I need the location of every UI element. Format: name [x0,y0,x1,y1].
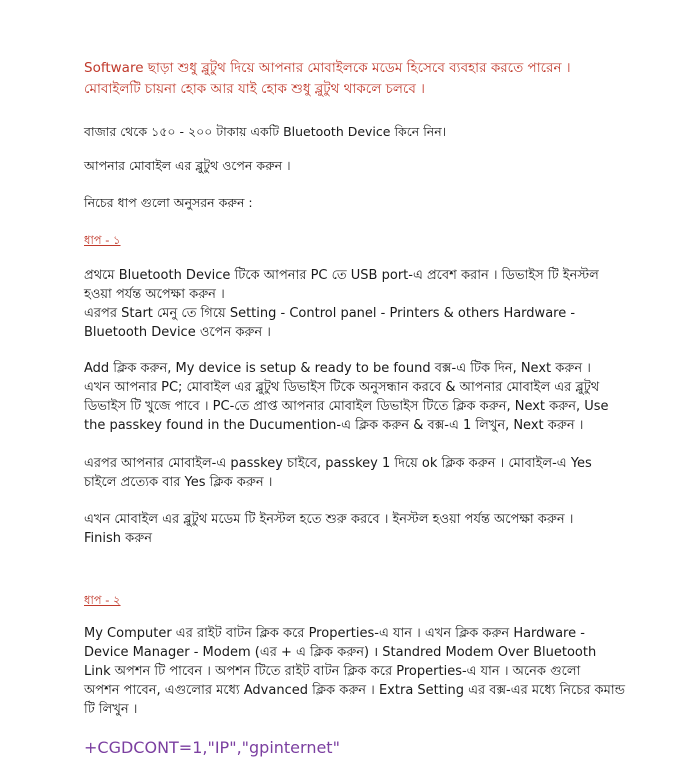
intro-paragraph [84,58,684,100]
paragraph-line: চাইলে প্রত্যেক বার Yes ক্লিক করুন । [84,475,273,490]
intro-line: Software ছাড়া শুধু ব্লুটুথ দিয়ে আপনার মোবাইলকে মডেম হিসেবে ব্যবহার করতে পারেন । [84,60,571,76]
paragraph-line: এরপর আপনার মোবাইল-এ passkey চাইবে, passkey 1 দিয়ে ok ক্লিক করুন । মোবাইল-এ Yes [84,456,592,471]
step1-paragraph-4 [84,510,684,548]
paragraph-line: Finish করুন [84,531,152,546]
paragraph-line: Add ক্লিক করুন, My device is setup & ready to be found বক্স-এ টিক দিন, Next করুন । [84,361,591,376]
step1-paragraph-3 [84,454,684,492]
paragraph-line: হওয়া পর্যন্ত অপেক্ষা করুন । [84,287,225,302]
step1-heading [84,232,684,251]
paragraph-line: টি লিখুন । [84,702,138,717]
paragraph-line: অপশন পাবেন, এগুলোর মধ্যে Advanced ক্লিক করুন । Extra Setting এর বক্স-এর মধ্যে নিচের কমান্ড [84,683,626,698]
paragraph-line: Bluetooth Device ওপেন করুন । [84,325,271,340]
step2-heading [84,592,684,611]
open-bluetooth-text: আপনার মোবাইল এর ব্লুটুথ ওপেন করুন । [84,158,291,173]
paragraph-line: Link অপশন টি পাবেন । অপশন টিতে রাইট বাটন ক্লিক করে Properties-এ যান । অনেক গুলো [84,664,581,679]
step2-heading-text: ধাপ - ২ [84,593,121,607]
step1-heading-text: ধাপ - ১ [84,233,121,247]
paragraph-line: the passkey found in the Ducumention-এ ক্লিক করুন & বক্স-এ 1 লিখুন, Next করুন । [84,418,584,433]
paragraph-line: প্রথমে Bluetooth Device টিকে আপনার PC তে USB port-এ প্রবেশ করান । ডিভাইস টি ইনস্টল [84,268,599,283]
step2-paragraph [84,624,684,719]
paragraph-line: এখন মোবাইল এর ব্লুটুথ মডেম টি ইনস্টল হতে শুরু করবে । ইনস্টল হওয়া পর্যন্ত অপেক্ষা করুন । [84,512,574,527]
paragraph-line: এরপর Start মেনু তে গিয়ে Setting - Control panel - Printers & others Hardware - [84,306,576,321]
buy-device-text: বাজার থেকে ১৫০ - ২০০ টাকায় একটি Bluetooth Device কিনে নিন। [84,124,447,139]
follow-steps-text: নিচের ধাপ গুলো অনুসরন করুন : [84,195,253,210]
paragraph-line: ডিভাইস টি খুজে পাবে । PC-তে প্রাপ্ত আপনার মোবাইল ডিভাইস টিতে ক্লিক করুন, Next করুন, Use [84,399,609,414]
intro-line: মোবাইলটি চায়না হোক আর যাই হোক শুধু ব্লুটুথ থাকলে চলবে । [84,81,425,97]
at-command: +CGDCONT=1,"IP","gpinternet" [84,738,340,757]
paragraph-line: My Computer এর রাইট বাটন ক্লিক করে Properties-এ যান । এখন ক্লিক করুন Hardware - [84,626,585,641]
paragraph-line: Device Manager - Modem (এর + এ ক্লিক করুন) । Standred Modem Over Bluetooth [84,645,597,660]
step1-paragraph-1 [84,266,684,342]
paragraph-line: এখন আপনার PC; মোবাইল এর ব্লুটুথ ডিভাইস টিকে অনুসন্ধান করবে & আপনার মোবাইল এর ব্লুটুথ [84,380,600,395]
step1-paragraph-2 [84,359,684,435]
